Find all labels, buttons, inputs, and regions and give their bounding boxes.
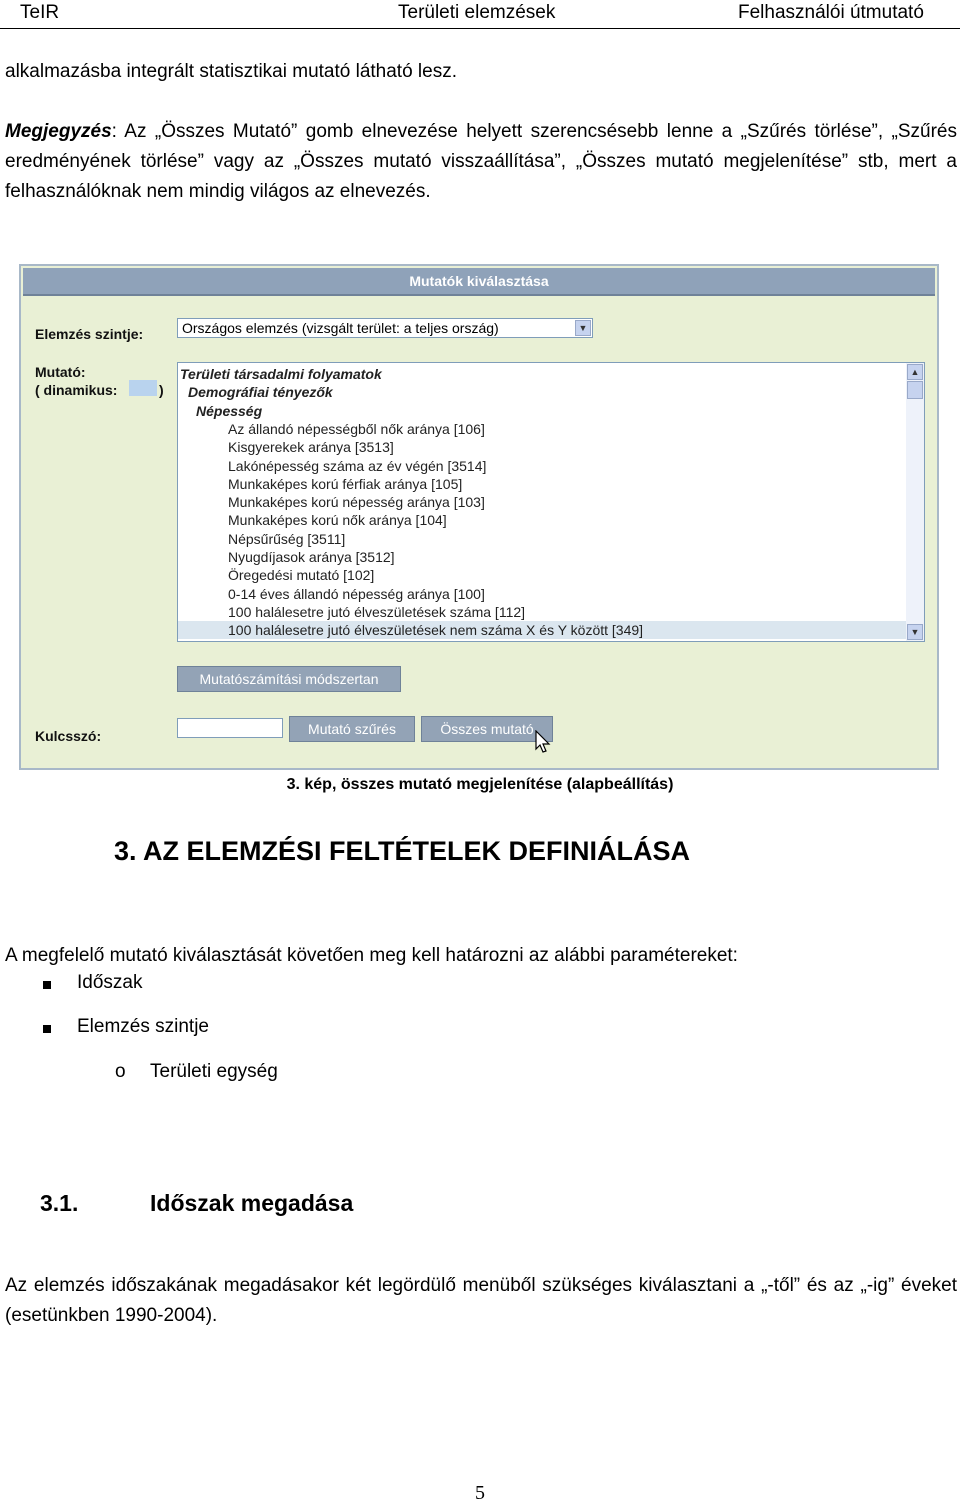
filter-button[interactable]: Mutató szűrés — [289, 716, 415, 742]
bullet-square-icon — [43, 1025, 51, 1033]
bullet-item-level: Elemzés szintje — [77, 1016, 209, 1037]
indicator-label: Mutató: — [35, 364, 86, 380]
indicator-selection-screenshot — [19, 264, 939, 770]
note-label: Megjegyzés — [5, 121, 112, 142]
indicator-listbox[interactable] — [177, 362, 925, 642]
listbox-scrollbar[interactable] — [906, 363, 924, 641]
list-option[interactable]: Népsűrűség [3511] — [228, 530, 346, 547]
note-paragraph — [5, 117, 957, 207]
list-option[interactable]: Öregedési mutató [102] — [228, 567, 375, 584]
chevron-down-icon[interactable]: ▼ — [575, 320, 591, 336]
list-option[interactable]: Lakónépesség száma az év végén [3514] — [228, 457, 487, 474]
list-option[interactable]: Kisgyerekek aránya [3513] — [228, 439, 394, 456]
list-option[interactable]: Nyugdíjasok aránya [3512] — [228, 549, 395, 565]
panel-title: Mutatók kiválasztása — [23, 268, 935, 296]
page-header — [0, 0, 960, 29]
all-indicators-button[interactable]: Összes mutató — [421, 716, 553, 742]
list-option[interactable]: 0-14 éves állandó népesség aránya [100] — [228, 585, 485, 602]
sub-bullet-marker: o — [115, 1061, 126, 1082]
page-number: 5 — [475, 1482, 485, 1504]
intro-line: alkalmazásba integrált statisztikai mutató látható lesz. — [5, 61, 457, 82]
level-select[interactable] — [177, 318, 593, 338]
method-button[interactable]: Mutatószámítási módszertan — [177, 666, 401, 692]
list-option[interactable]: 100 halálesetre jutó élveszületések nem száma X és Y között [349] — [178, 621, 906, 639]
list-group-header[interactable]: Népesség — [196, 402, 263, 419]
keyword-label: Kulcsszó: — [35, 728, 102, 744]
sub-bullet-item: Területi egység — [150, 1061, 278, 1082]
list-option[interactable]: Munkaképes korú nők aránya [104] — [228, 512, 447, 529]
list-option[interactable]: 100 halálesetre jutó élveszületések száma [112] — [228, 603, 526, 620]
list-option[interactable]: Munkaképes korú férfiak aránya [105] — [228, 475, 463, 492]
section-intro: A megfelelő mutató kiválasztását követően meg kell határozni az alábbi paramétereket: — [5, 945, 738, 966]
subsection-title: Időszak megadása — [150, 1190, 354, 1216]
figure-caption: 3. kép, összes mutató megjelenítése (alapbeállítás) — [286, 776, 674, 793]
list-group-header[interactable]: Demográfiai tényezők — [188, 384, 333, 401]
list-option[interactable]: Az állandó népességből nők aránya [106] — [228, 420, 485, 437]
subsection-text: Az elemzés időszakának megadásakor két legördülő menüből szükséges kiválasztani a „-től” és az „-ig” éveket (esetünkben 1990-2004). — [5, 1275, 957, 1326]
bullet-item-period: Időszak — [77, 972, 143, 993]
dynamic-label: ( dinamikus: — [35, 382, 118, 398]
subsection-number: 3.1. — [40, 1190, 79, 1216]
bullet-square-icon — [43, 981, 51, 989]
header-left: TeIR — [20, 2, 60, 23]
list-group-header[interactable]: Területi társadalmi folyamatok — [180, 366, 382, 382]
header-center: Területi elemzések — [398, 2, 556, 23]
note-text: : Az „Összes Mutató” gomb elnevezése helyett szerencsésebb lenne a „Szűrés törlése”, „Szűrés eredményének törlése” vagy az „Összes mutató visszaállítása”, „Összes mutató megjelenítése” stb, mert a felhasználóknak nem mindig világos az elnevezés. — [5, 121, 957, 202]
scroll-up-icon[interactable]: ▲ — [907, 364, 923, 380]
mouse-cursor-icon — [535, 730, 551, 754]
keyword-input[interactable] — [177, 718, 283, 738]
scroll-thumb[interactable] — [907, 381, 923, 399]
section-heading: 3. AZ ELEMZÉSI FELTÉTELEK DEFINIÁLÁSA — [114, 836, 691, 866]
dynamic-close: ) — [159, 382, 164, 398]
level-select-value: Országos elemzés (vizsgált terület: a teljes ország) — [182, 320, 499, 336]
dynamic-field[interactable] — [129, 380, 157, 396]
header-right: Felhasználói útmutató — [738, 2, 924, 23]
scroll-down-icon[interactable]: ▼ — [907, 624, 923, 640]
level-label: Elemzés szintje: — [35, 326, 144, 342]
list-option[interactable]: Munkaképes korú népesség aránya [103] — [228, 494, 485, 511]
